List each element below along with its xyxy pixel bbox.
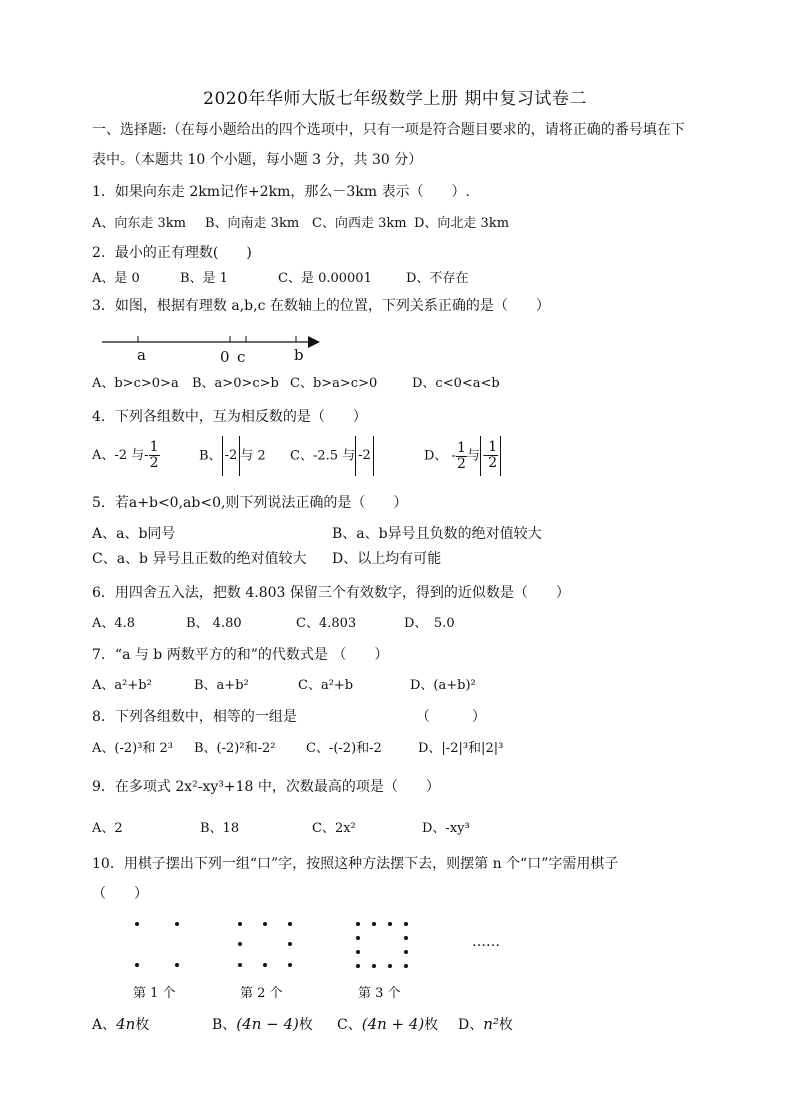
chess-piece-dot	[404, 922, 408, 926]
question-4-stem: 4．下列各组数中，互为相反数的是（ ）	[92, 409, 367, 425]
question-5-option-a: A、a、b同号	[92, 526, 176, 542]
pattern-ellipsis: ……	[472, 934, 500, 950]
question-5-option-c: C、a、b 异号且正数的绝对值较大	[92, 551, 307, 567]
option-a-unit: 枚	[135, 1017, 150, 1033]
question-7-stem: 7．“a 与 b 两数平方的和”的代数式是 （ ）	[92, 647, 389, 663]
chess-piece-dot	[175, 963, 179, 967]
chess-piece-dot	[356, 936, 360, 940]
option-b-prefix: B、	[212, 1017, 237, 1033]
question-4-option-c	[290, 436, 374, 477]
question-9-stem: 9．在多项式 2x²-xy³+18 中，次数最高的项是（ ）	[92, 779, 440, 795]
question-1-stem: 1．如果向东走 2km记作+2km，那么－3km 表示（ ）.	[92, 184, 470, 200]
question-1-option-d: D、向北走 3km	[414, 216, 510, 231]
question-10-stem-line1: 10．用棋子摆出下列一组“口”字，按照这种方法摆下去，则摆第 n 个“口”字需用棋子	[92, 856, 619, 872]
option-b-prefix: B、	[199, 448, 222, 464]
option-c-prefix: C、	[337, 1017, 362, 1033]
question-8-option-a: A、(-2)³和 2³	[92, 741, 174, 756]
option-a-prefix: A、	[92, 1017, 117, 1033]
question-3-stem: 3．如图，根据有理数 a,b,c 在数轴上的位置，下列关系正确的是（ ）	[92, 298, 550, 314]
question-10-option-b	[212, 1015, 313, 1034]
fraction-numerator: 1	[149, 439, 159, 455]
option-a-expression: 4n	[116, 1015, 136, 1033]
question-6-option-c: C、4.803	[296, 616, 357, 631]
question-4-option-a	[92, 436, 160, 476]
question-3-option-d: D、c<0<a<b	[412, 376, 500, 391]
chess-piece-dot	[404, 950, 408, 954]
fraction-denominator: 2	[149, 455, 159, 471]
question-9-option-a: A、2	[92, 821, 123, 836]
question-3-option-b: B、a>0>c>b	[192, 376, 279, 391]
chess-piece-dot	[356, 922, 360, 926]
option-d-middle: 与	[466, 448, 480, 464]
question-2-stem: 2．最小的正有理数( )	[92, 245, 252, 261]
fraction-numerator: 1	[488, 439, 498, 455]
chess-piece-dot	[372, 964, 376, 968]
question-5-option-d: D、以上均有可能	[332, 551, 442, 567]
question-3-option-a: A、b>c>0>a	[92, 376, 179, 391]
axis-label-0: 0	[220, 348, 230, 366]
option-d-prefix: D、	[458, 1017, 484, 1033]
question-10-option-d	[458, 1015, 513, 1034]
figure-caption-1: 第 1 个	[133, 986, 176, 1001]
question-8-option-c: C、-(-2)和-2	[306, 741, 382, 756]
question-8-stem: 8．下列各组数中，相等的一组是 （ ）	[92, 709, 486, 725]
section-instructions-line1: 一、选择题:（在每小题给出的四个选项中，只有一项是符合题目要求的，请将正确的番号填在下	[92, 122, 685, 138]
option-b-unit: 枚	[298, 1017, 313, 1033]
figure-caption-2: 第 2 个	[240, 986, 283, 1001]
absolute-value: -2	[222, 436, 241, 476]
question-7-option-b: B、a+b²	[194, 678, 249, 693]
question-5-option-b: B、a、b异号且负数的绝对值较大	[332, 526, 542, 542]
fraction	[149, 440, 160, 471]
question-6-stem: 6．用四舍五入法，把数 4.803 保留三个有效数字，得到的近似数是（ ）	[92, 585, 570, 601]
question-3-option-c: C、b>a>c>0	[290, 376, 378, 391]
chess-piece-dot	[388, 964, 392, 968]
axis-label-a: a	[137, 346, 146, 364]
chess-piece-dot	[288, 922, 292, 926]
question-8-option-d: D、|-2|³和|2|³	[418, 741, 504, 756]
chess-piece-dot	[288, 963, 292, 967]
question-2-option-a: A、是 0	[92, 271, 140, 286]
option-a-prefix: A、-2 与-	[92, 448, 149, 463]
question-9-option-b: B、18	[200, 821, 240, 836]
question-10-option-a	[92, 1015, 149, 1034]
chess-piece-dot	[388, 922, 392, 926]
chess-piece-dot	[356, 964, 360, 968]
option-b-expression: (4n − 4)	[236, 1015, 299, 1033]
question-2-option-d: D、不存在	[406, 271, 469, 286]
fraction-denominator: 2	[488, 455, 498, 471]
question-7-option-a: A、a²+b²	[92, 678, 152, 693]
question-6-option-a: A、4.8	[92, 616, 136, 631]
question-7-option-d: D、(a+b)²	[410, 678, 476, 693]
chess-piece-dot	[263, 922, 267, 926]
chess-piece-dot	[356, 950, 360, 954]
chess-piece-dot	[404, 936, 408, 940]
chess-piece-dot	[238, 942, 242, 946]
figure-caption-3: 第 3 个	[358, 986, 401, 1001]
chess-piece-dot	[135, 922, 139, 926]
option-d-prefix: D、 -	[424, 448, 456, 464]
option-b-suffix: 与 2	[240, 448, 266, 464]
option-c-unit: 枚	[424, 1017, 439, 1033]
question-10-stem-line2: （ ）	[92, 886, 148, 902]
page-title: 2020年华师大版七年级数学上册 期中复习试卷二	[203, 89, 587, 109]
number-line-diagram	[96, 330, 326, 370]
abs-sign: -	[482, 448, 488, 463]
chess-piece-dot	[404, 964, 408, 968]
chess-piece-dot	[175, 922, 179, 926]
question-10-option-c	[337, 1015, 438, 1034]
option-d-expression: n²	[483, 1015, 499, 1033]
chess-piece-dot	[288, 942, 292, 946]
fraction-numerator: 1	[456, 439, 466, 456]
question-2-option-c: C、是 0.00001	[278, 271, 372, 286]
fraction-denominator: 2	[456, 455, 466, 472]
chess-piece-dot	[135, 963, 139, 967]
question-1-option-b: B、向南走 3km	[205, 216, 300, 231]
question-2-option-b: B、是 1	[180, 271, 228, 286]
question-5-stem: 5．若a+b<0,ab<0,则下列说法正确的是（ ）	[92, 495, 408, 511]
absolute-value	[480, 436, 501, 476]
question-6-option-d: D、 5.0	[404, 616, 455, 631]
option-c-prefix: C、-2.5 与	[290, 448, 356, 464]
question-9-option-c: C、2x²	[312, 821, 356, 836]
chess-piece-dot	[263, 963, 267, 967]
question-4-option-b	[199, 436, 266, 477]
axis-label-b: b	[294, 346, 304, 364]
absolute-value: -2	[355, 436, 374, 476]
option-d-unit: 枚	[498, 1017, 513, 1033]
chess-piece-dot	[238, 922, 242, 926]
fraction	[487, 440, 498, 471]
question-8-option-b: B、(-2)²和-2²	[194, 741, 276, 756]
chess-piece-dot	[238, 963, 242, 967]
section-instructions-line2: 表中。（本题共 10 个小题，每小题 3 分，共 30 分）	[92, 152, 423, 168]
option-c-expression: (4n + 4)	[361, 1015, 425, 1033]
fraction	[456, 441, 467, 472]
question-4-option-d	[424, 436, 501, 477]
question-9-option-d: D、-xy³	[422, 821, 470, 836]
question-1-option-c: C、向西走 3km	[312, 216, 407, 231]
axis-label-c: c	[237, 348, 246, 366]
question-6-option-b: B、 4.80	[186, 616, 242, 631]
chess-piece-dot	[372, 922, 376, 926]
question-1-option-a: A、向东走 3km	[92, 216, 186, 231]
question-7-option-c: C、a²+b	[298, 678, 354, 693]
